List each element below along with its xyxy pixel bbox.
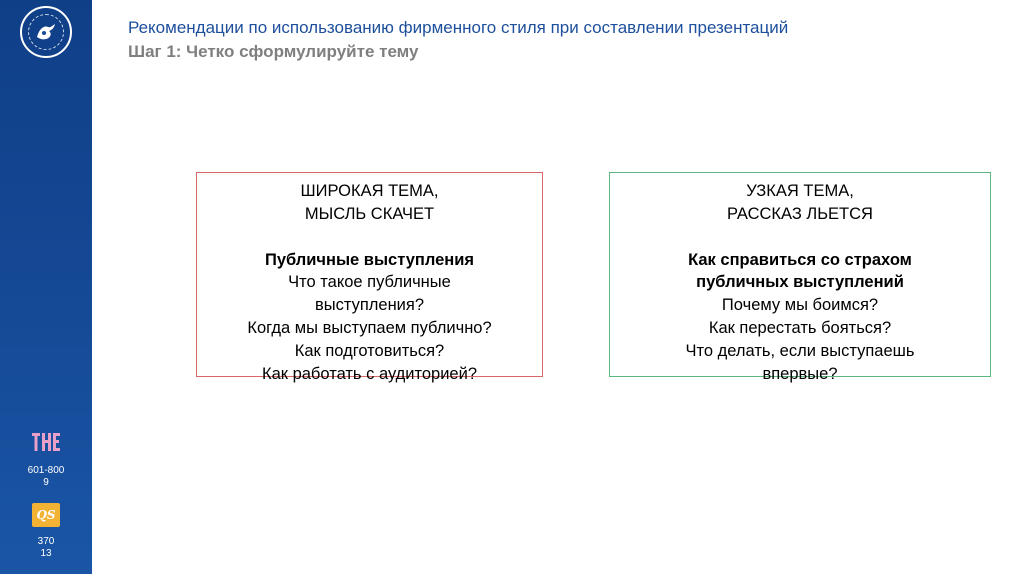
slide-title: Рекомендации по использованию фирменного стиля при составлении презентаций [128, 18, 789, 37]
broad-topic-title: Публичные выступления [264, 250, 475, 269]
broad-heading-line: ШИРОКАЯ ТЕМА, [300, 182, 439, 200]
qs-rank-subvalue: 13 [40, 548, 52, 559]
qs-label: QS [36, 508, 56, 522]
narrow-topic-title: Как справиться со страхом [688, 250, 912, 269]
university-logo-icon [20, 6, 72, 58]
sidebar [0, 0, 92, 574]
broad-heading-line: МЫСЛЬ СКАЧЕТ [304, 204, 435, 223]
broad-question: Как работать с аудиторией? [261, 364, 477, 383]
narrow-topic-title: публичных выступлений [696, 273, 904, 292]
broad-topic-text [196, 180, 543, 385]
narrow-question: Как перестать бояться? [708, 318, 892, 337]
the-ranking-icon [31, 432, 61, 452]
qs-ranking-icon [32, 503, 60, 527]
narrow-topic-text [609, 180, 991, 385]
narrow-question: Что делать, если выступаешь [685, 341, 915, 360]
narrow-question: Почему мы боимся? [721, 296, 879, 315]
broad-question: Что такое публичные [288, 273, 451, 292]
narrow-question: впервые? [762, 364, 838, 383]
qs-rank-value: 370 [37, 536, 55, 547]
slide-subtitle: Шаг 1: Четко сформулируйте тему [128, 42, 419, 61]
broad-question: Как подготовиться? [294, 341, 445, 360]
broad-question: Когда мы выступаем публично? [247, 318, 492, 337]
the-rank-subvalue: 9 [43, 477, 49, 488]
narrow-heading-line: РАССКАЗ ЛЬЕТСЯ [727, 204, 873, 223]
the-rank-value: 601-800 [27, 465, 65, 476]
narrow-heading-line: УЗКАЯ ТЕМА, [746, 182, 854, 200]
broad-question: выступления? [314, 296, 425, 315]
